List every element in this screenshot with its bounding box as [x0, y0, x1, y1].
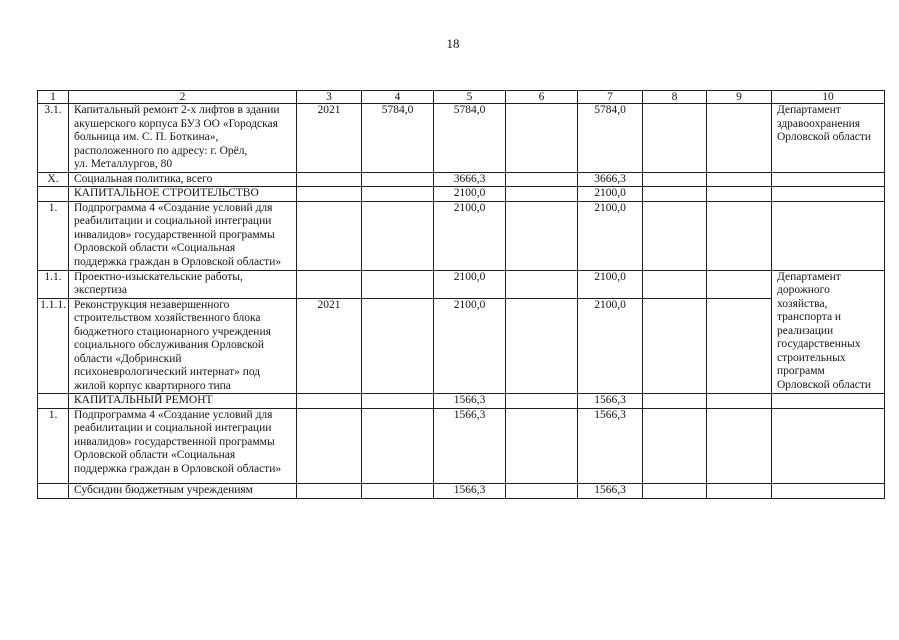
empty-cell: [362, 298, 434, 394]
empty-cell: [643, 394, 707, 409]
table-row: [38, 104, 885, 173]
department-line: Орловской области: [777, 378, 872, 391]
description-cell: [69, 408, 297, 483]
empty-cell: [707, 270, 772, 298]
table-row: [38, 408, 885, 483]
empty-cell: [38, 394, 69, 409]
empty-cell: [772, 187, 885, 202]
value-cell-col5: 1566,3: [434, 394, 506, 409]
description-line: расположенного по адресу: г. Орёл,: [74, 144, 248, 157]
description-line: строительством хозяйственного блока: [74, 312, 261, 324]
description-line: Социальная политика, всего: [74, 172, 213, 185]
empty-cell: [506, 187, 578, 202]
row-number-cell: 1.1.: [38, 270, 69, 298]
description-cell: [69, 172, 297, 187]
value-cell-col5: 5784,0: [434, 104, 506, 173]
description-line: инвалидов» государственной программы: [74, 435, 275, 448]
description-cell: [69, 483, 297, 498]
description-line: области «Добринский: [74, 352, 182, 365]
department-line: Департамент: [777, 104, 841, 116]
empty-cell: [362, 394, 434, 409]
empty-cell: [362, 172, 434, 187]
table-row: [38, 187, 885, 202]
empty-cell: [643, 483, 707, 498]
description-line: жилой корпус квартирного типа: [74, 379, 231, 392]
value-cell-col7: 3666,3: [578, 172, 643, 187]
description-line: ул. Металлургов, 80: [74, 158, 173, 170]
empty-cell: [297, 172, 362, 187]
empty-cell: [707, 201, 772, 270]
department-line: реализации: [777, 324, 834, 337]
empty-cell: [362, 408, 434, 483]
value-cell-col5: 2100,0: [434, 298, 506, 394]
empty-cell: [362, 201, 434, 270]
empty-cell: [297, 394, 362, 409]
empty-cell: [772, 201, 885, 270]
empty-cell: [297, 408, 362, 483]
empty-cell: [772, 483, 885, 498]
empty-cell: [643, 408, 707, 483]
empty-cell: [506, 298, 578, 394]
page-number: 18: [446, 36, 460, 51]
department-line: транспорта и: [777, 311, 842, 323]
empty-cell: [643, 298, 707, 394]
department-line: Департамент: [777, 270, 841, 283]
description-line: Капитальный ремонт 2-х лифтов в здании: [74, 104, 280, 116]
value-cell-col7: 2100,0: [578, 187, 643, 202]
row-number-cell: 1.: [38, 408, 69, 483]
description-line: социального обслуживания Орловской: [74, 339, 265, 351]
description-line: реабилитации и социальной интеграции: [74, 215, 272, 227]
empty-cell: [707, 298, 772, 394]
description-line: экспертиза: [74, 284, 128, 296]
empty-cell: [707, 172, 772, 187]
value-cell-col3: 2021: [297, 298, 362, 394]
value-cell-col4: 5784,0: [362, 104, 434, 173]
department-line: строительных: [777, 351, 846, 364]
empty-cell: [506, 201, 578, 270]
section-heading-cell: [69, 394, 297, 409]
description-line: Подпрограмма 4 «Создание условий для: [74, 408, 273, 421]
section-heading: КАПИТАЛЬНОЕ СТРОИТЕЛЬСТВО: [74, 187, 259, 199]
header-cell: 10: [772, 91, 885, 104]
empty-cell: [38, 483, 69, 498]
empty-cell: [506, 270, 578, 298]
description-cell: [69, 270, 297, 298]
empty-cell: [506, 394, 578, 409]
value-cell-col7: 1566,3: [578, 483, 643, 498]
empty-cell: [707, 483, 772, 498]
empty-cell: [707, 394, 772, 409]
empty-cell: [506, 483, 578, 498]
description-line: Орловской области «Социальная: [74, 449, 236, 461]
empty-cell: [772, 394, 885, 409]
header-cell: 8: [643, 91, 707, 104]
description-line: поддержка граждан в Орловской области»: [74, 462, 282, 475]
department-cell: [772, 270, 885, 394]
row-number-cell: X.: [38, 172, 69, 187]
value-cell-col7: 1566,3: [578, 394, 643, 409]
section-heading: КАПИТАЛЬНЫЙ РЕМОНТ: [74, 394, 213, 406]
description-line: психоневрологический интернат» под: [74, 366, 261, 378]
empty-cell: [707, 104, 772, 173]
value-cell-col3: 2021: [297, 104, 362, 173]
header-cell: 9: [707, 91, 772, 104]
empty-cell: [772, 172, 885, 187]
empty-cell: [362, 483, 434, 498]
table-row: [38, 172, 885, 187]
description-line: Подпрограмма 4 «Создание условий для: [74, 201, 273, 214]
value-cell-col5: 1566,3: [434, 483, 506, 498]
empty-cell: [643, 172, 707, 187]
value-cell-col5: 2100,0: [434, 187, 506, 202]
department-line: хозяйства,: [777, 297, 828, 310]
description-line: инвалидов» государственной программы: [74, 228, 275, 241]
department-line: государственных: [777, 338, 861, 350]
value-cell-col7: 5784,0: [578, 104, 643, 173]
header-cell: 4: [362, 91, 434, 104]
table-row: [38, 201, 885, 270]
description-line: поддержка граждан в Орловской области»: [74, 255, 282, 268]
header-cell: 3: [297, 91, 362, 104]
section-heading-cell: [69, 187, 297, 202]
value-cell-col7: 2100,0: [578, 298, 643, 394]
department-line: программ: [777, 365, 825, 377]
value-cell-col5: 2100,0: [434, 201, 506, 270]
empty-cell: [297, 201, 362, 270]
description-line: реабилитации и социальной интеграции: [74, 422, 272, 434]
data-table: [37, 90, 885, 499]
description-line: Субсидии бюджетным учреждениям: [74, 483, 253, 496]
row-number-cell: 1.1.1.: [38, 298, 69, 394]
header-cell: 2: [69, 91, 297, 104]
value-cell-col5: 3666,3: [434, 172, 506, 187]
value-cell-col5: 1566,3: [434, 408, 506, 483]
header-cell: 1: [38, 91, 69, 104]
empty-cell: [707, 187, 772, 202]
empty-cell: [506, 408, 578, 483]
description-cell: [69, 298, 297, 394]
description-line: бюджетного стационарного учреждения: [74, 325, 271, 338]
empty-cell: [506, 104, 578, 173]
empty-cell: [38, 187, 69, 202]
description-line: Реконструкция незавершенного: [74, 298, 230, 311]
description-line: акушерского корпуса БУЗ ОО «Городская: [74, 117, 278, 130]
department-line: Орловской области: [777, 131, 872, 143]
department-line: дорожного: [777, 284, 830, 296]
description-line: Проектно-изыскательские работы,: [74, 270, 243, 283]
table-row: [38, 298, 885, 394]
description-line: Орловской области «Социальная: [74, 242, 236, 254]
value-cell-col7: 1566,3: [578, 408, 643, 483]
empty-cell: [297, 483, 362, 498]
header-cell: 7: [578, 91, 643, 104]
department-cell: [772, 104, 885, 173]
description-cell: [69, 201, 297, 270]
empty-cell: [643, 201, 707, 270]
description-line: больница им. С. П. Боткина»,: [74, 131, 219, 143]
value-cell-col5: 2100,0: [434, 270, 506, 298]
empty-cell: [506, 172, 578, 187]
header-cell: 6: [506, 91, 578, 104]
department-line: здравоохранения: [777, 117, 861, 130]
header-row: [38, 91, 885, 104]
empty-cell: [643, 187, 707, 202]
row-number-cell: 1.: [38, 201, 69, 270]
value-cell-col7: 2100,0: [578, 270, 643, 298]
empty-cell: [643, 270, 707, 298]
empty-cell: [643, 104, 707, 173]
header-cell: 5: [434, 91, 506, 104]
table-row: [38, 483, 885, 498]
empty-cell: [772, 408, 885, 483]
table-row: [38, 394, 885, 409]
empty-cell: [707, 408, 772, 483]
table-row: [38, 270, 885, 298]
value-cell-col7: 2100,0: [578, 201, 643, 270]
empty-cell: [297, 187, 362, 202]
empty-cell: [297, 270, 362, 298]
empty-cell: [362, 270, 434, 298]
description-cell: [69, 104, 297, 173]
empty-cell: [362, 187, 434, 202]
row-number-cell: 3.1.: [38, 104, 69, 173]
